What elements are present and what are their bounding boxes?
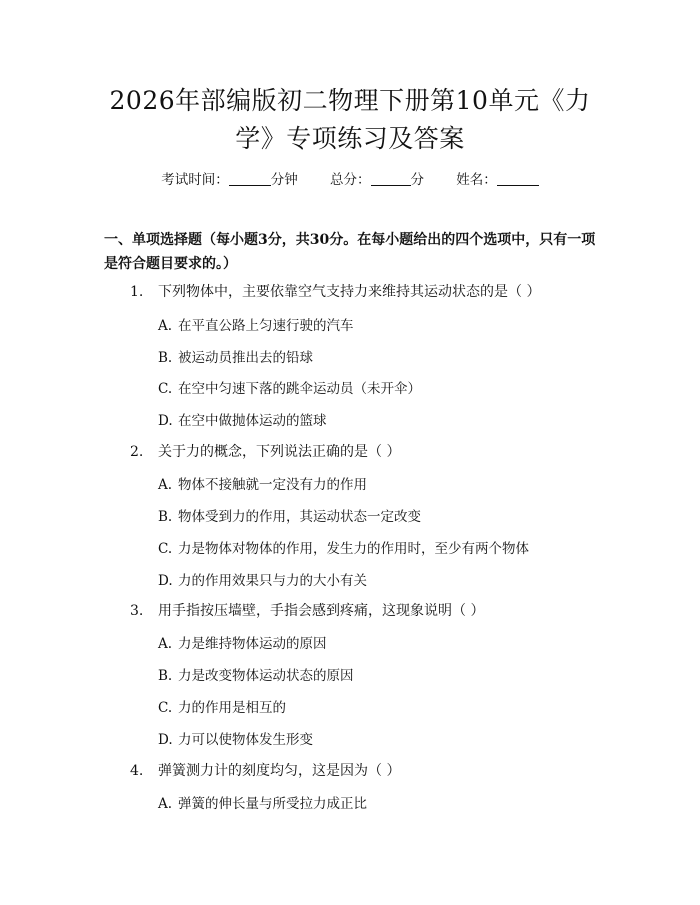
option-text: 物体受到力的作用，其运动状态一定改变: [178, 509, 421, 525]
total-score-blank: [371, 171, 411, 186]
exam-info-line: [0, 168, 700, 188]
option-text: 在平直公路上匀速行驶的汽车: [178, 318, 354, 334]
option-text: 力是维持物体运动的原因: [178, 636, 327, 652]
exam-time-unit: 分钟: [270, 172, 298, 188]
option-letter: A.: [158, 636, 173, 652]
question-3-option-d: [158, 728, 313, 748]
question-4-option-a: [158, 792, 367, 812]
question-3-option-a: [158, 632, 327, 652]
question-3-option-c: [158, 696, 286, 716]
option-letter: A.: [158, 318, 173, 334]
option-text: 力的作用是相互的: [178, 700, 286, 716]
document-title: [60, 82, 640, 158]
name-blank: [497, 171, 539, 186]
question-2-option-a: [158, 473, 367, 493]
title-line-2: 学》专项练习及答案: [235, 124, 465, 153]
total-score-unit: 分: [410, 172, 424, 188]
option-text: 力是改变物体运动状态的原因: [178, 668, 354, 684]
option-letter: D.: [158, 413, 173, 429]
option-letter: D.: [158, 732, 173, 748]
question-1-option-d: [158, 409, 327, 429]
option-letter: B.: [158, 509, 173, 525]
option-text: 力是物体对物体的作用，发生力的作用时，至少有两个物体: [178, 541, 529, 557]
exam-time-field: [161, 168, 298, 188]
question-number: 3.: [130, 603, 144, 619]
question-4: [130, 760, 400, 780]
question-number: 2.: [130, 444, 144, 460]
question-1-option-b: [158, 346, 313, 366]
option-text: 在空中匀速下落的跳伞运动员（未开伞）: [178, 381, 421, 397]
exam-time-label: 考试时间：: [161, 172, 229, 188]
question-3: [130, 600, 484, 620]
option-text: 力的作用效果只与力的大小有关: [178, 573, 367, 589]
question-1-option-a: [158, 314, 354, 334]
option-text: 被运动员推出去的铅球: [178, 350, 313, 366]
question-text: 用手指按压墙壁，手指会感到疼痛，这现象说明（ ）: [158, 603, 485, 619]
question-number: 4.: [130, 763, 144, 779]
question-2-option-d: [158, 569, 367, 589]
option-letter: B.: [158, 350, 173, 366]
question-text: 弹簧测力计的刻度均匀，这是因为（ ）: [158, 763, 401, 779]
question-2: [130, 441, 400, 461]
question-text: 关于力的概念，下列说法正确的是（ ）: [158, 444, 401, 460]
question-3-option-b: [158, 664, 354, 684]
option-text: 力可以使物体发生形变: [178, 732, 313, 748]
option-text: 在空中做抛体运动的篮球: [178, 413, 327, 429]
option-letter: A.: [158, 796, 173, 812]
question-2-option-b: [158, 505, 421, 525]
option-letter: D.: [158, 573, 173, 589]
option-letter: B.: [158, 668, 173, 684]
title-line-1: 2026年部编版初二物理下册第10单元《力: [109, 86, 591, 115]
option-text: 物体不接触就一定没有力的作用: [178, 477, 367, 493]
question-1: [130, 281, 540, 301]
section-heading: 一、单项选择题（每小题3分，共30分。在每小题给出的四个选项中，只有一项是符合题目要求的。）: [104, 232, 596, 272]
question-number: 1.: [130, 284, 144, 300]
question-1-option-c: [158, 377, 421, 397]
option-letter: C.: [158, 541, 173, 557]
total-score-label: 总分：: [330, 172, 371, 188]
option-letter: C.: [158, 700, 173, 716]
question-text: 下列物体中，主要依靠空气支持力来维持其运动状态的是（ ）: [158, 284, 541, 300]
option-letter: A.: [158, 477, 173, 493]
option-letter: C.: [158, 381, 173, 397]
name-label: 姓名：: [456, 172, 497, 188]
option-text: 弹簧的伸长量与所受拉力成正比: [178, 796, 367, 812]
total-score-field: [330, 168, 424, 188]
question-2-option-c: [158, 537, 529, 557]
name-field: [456, 168, 539, 188]
exam-time-blank: [229, 171, 271, 186]
